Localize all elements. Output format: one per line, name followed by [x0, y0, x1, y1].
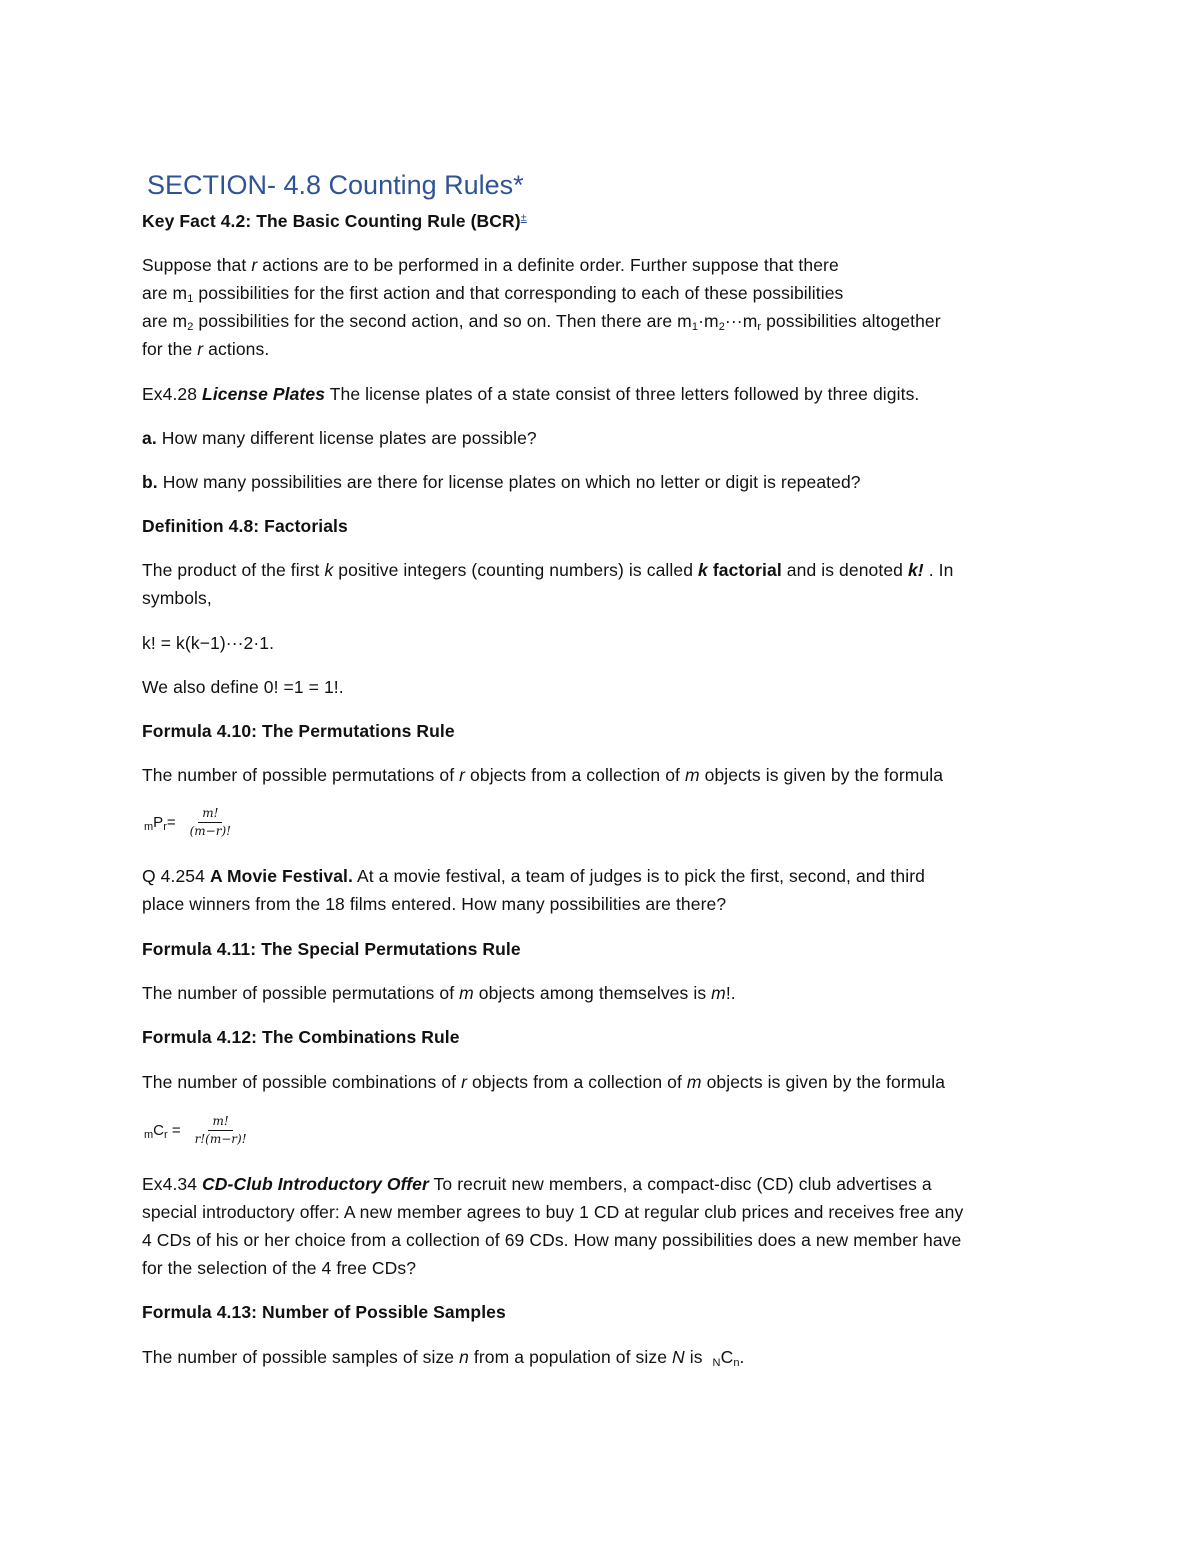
formula-4-10-text: The number of possible permutations of r objects from a collection of m objects is given by the formula	[142, 765, 944, 785]
example-name: License Plates	[202, 384, 326, 404]
bcr-line-2: are $m_1$ possibilities for the first action and that corresponding to each of these possibilities	[142, 283, 844, 305]
zero-factorial-definition: We also define 0! =1 = 1!.	[142, 677, 344, 697]
formula-4-10-heading: Formula 4.10: The Permutations Rule	[142, 721, 455, 741]
example-4-28: Ex4.28 License Plates The license plates of a state consist of three letters followed by three digits.	[142, 384, 920, 404]
formula-4-11-text: The number of possible permutations of m objects among themselves is m!.	[142, 983, 736, 1003]
formula-4-13-text: The number of possible samples of size n from a population of size N is $_NC_n$.	[142, 1347, 745, 1369]
example-name: CD-Club Introductory Offer	[202, 1174, 429, 1194]
footnote-link[interactable]: ±	[520, 212, 527, 224]
example-4-34: Ex4.34 CD-Club Introductory Offer To recruit new members, a compact-disc (CD) club advertises a special introductory offer: A new member agrees to buy 1 CD at regular club prices and receives free any 4 CDs of his or her choice from a collection of 69 CDs. How many possibilities does a new member have for the selection of the 4 free CDs?	[142, 1174, 964, 1278]
factorial-formula: k! = k(k−1)···2·1.	[142, 633, 275, 653]
combinations-lhs: $_mC_r$ =	[144, 1122, 181, 1141]
bcr-heading-text: Key Fact 4.2: The Basic Counting Rule (BCR)	[142, 211, 521, 231]
permutations-fraction: $\frac{m!}{(m-r)!}$	[189, 806, 231, 838]
bcr-line-3: are $m_2$ possibilities for the second action, and so on. Then there are $m_1\cdot m_2\cdot\cdot\cdot m_r$ possibilities altogether	[142, 311, 941, 333]
example-4-28-part-b: b. How many possibilities are there for license plates on which no letter or digit is repeated?	[142, 472, 861, 492]
combinations-fraction: $\frac{m!}{r!(m-r)!}$	[194, 1114, 247, 1146]
section-title: SECTION- 4.8 Counting Rules*	[147, 170, 524, 200]
definition-4-8-heading: Definition 4.8: Factorials	[142, 516, 348, 536]
formula-4-12-heading: Formula 4.12: The Combinations Rule	[142, 1027, 460, 1047]
combinations-formula	[144, 1114, 251, 1147]
example-4-28-part-a: a. How many different license plates are possible?	[142, 428, 537, 448]
permutations-lhs: $_mP_r=$	[144, 814, 176, 833]
permutations-formula	[144, 806, 235, 839]
formula-4-13-heading: Formula 4.13: Number of Possible Samples	[142, 1302, 506, 1322]
bcr-line-1: Suppose that r actions are to be performed in a definite order. Further suppose that there	[142, 255, 839, 275]
definition-4-8-text: The product of the first k positive integers (counting numbers) is called k factorial and is denoted k! . In symbols,	[142, 560, 954, 608]
bcr-paragraph	[142, 251, 1072, 363]
formula-4-12-text: The number of possible combinations of r objects from a collection of m objects is given by the formula	[142, 1072, 946, 1092]
formula-4-11-heading: Formula 4.11: The Special Permutations Rule	[142, 939, 521, 959]
bcr-heading	[142, 207, 1072, 235]
bcr-line-4: for the r actions.	[142, 339, 270, 359]
question-4-254: Q 4.254 A Movie Festival. At a movie festival, a team of judges is to pick the first, second, and third place winners from the 18 films entered. How many possibilities are there?	[142, 866, 925, 914]
